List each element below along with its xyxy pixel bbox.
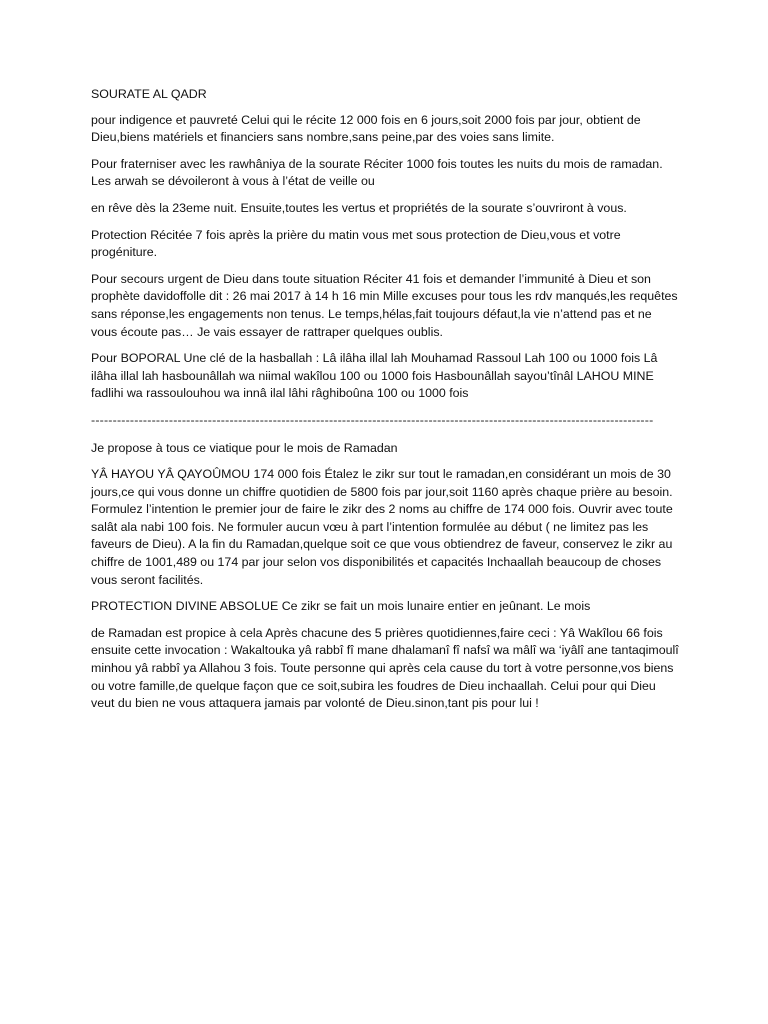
paragraph-ya-hayou: YÂ HAYOU YÂ QAYOÛMOU 174 000 fois Étalez le zikr sur tout le ramadan,en considérant un mois de 30 jours,ce qui vous donne un chiffre quotidien de 5800 fois par jour,soit 1160 après chaque prière au besoin. Formulez l’intention le premier jour de faire le zikr des 2 noms au chiffre de 174 000 fois. Ouvrir avec toute salât ala nabi 100 fois. Ne formuler aucun vœu à part l’intention formulée au début ( ne limitez pas les faveurs de Dieu). A la fin du Ramadan,quelque soit ce que vous obtiendrez de faveur, conservez le zikr au chiffre de 1001,489 ou 174 par jour selon vos disponibilités et capacités Inchaallah beaucoup de choses vous seront facilités.: [91, 467, 673, 587]
paragraph-boporal: Pour BOPORAL Une clé de la hasballah : Lâ ilâha illal lah Mouhamad Rassoul Lah 100 ou 1000 fois Lâ ilâha illal lah hasbounâllah wa niimal wakîlou 100 ou 1000 fois Hasbounâllah sayou’tînâl LAHOU MINE fadlihi wa rassoulouhou wa innâ ilal lâhi râghiboûna 100 ou 1000 fois: [91, 351, 658, 401]
document-title: SOURATE AL QADR: [91, 87, 207, 101]
document-page: [91, 86, 679, 722]
paragraph-indigence: pour indigence et pauvreté Celui qui le récite 12 000 fois en 6 jours,soit 2000 fois par jour, obtient de Dieu,biens matériels et financiers sans nombre,sans peine,par des voies sans limite.: [91, 112, 641, 145]
paragraph-reve: en rêve dès la 23eme nuit. Ensuite,toutes les vertus et propriétés de la sourate s’ouvriront à vous.: [91, 200, 627, 215]
paragraph-secours: Pour secours urgent de Dieu dans toute situation Réciter 41 fois et demander l’immunité à Dieu et son prophète davidoffolle dit : 26 mai 2017 à 14 h 16 min Mille excuses pour tous les rdv manqués,les requêtes sans réponse,les engagements non tenus. Le temps,hélas,fait toujours défaut,la vie n’attend pas et ne vous écoute pas… Je vais essayer de rattraper quelques oublis.: [91, 271, 678, 339]
paragraph-viatique: Je propose à tous ce viatique pour le mois de Ramadan: [91, 440, 398, 455]
paragraph-fraterniser: Pour fraterniser avec les rawhâniya de la sourate Réciter 1000 fois toutes les nuits du mois de ramadan. Les arwah se dévoileront à vous à l’état de veille ou: [91, 156, 663, 189]
paragraph-protection: Protection Récitée 7 fois après la prière du matin vous met sous protection de Dieu,vous et votre progéniture.: [91, 227, 621, 260]
dashed-separator: ----------------------------------------------------------------------------------------------------------------------------------: [91, 412, 654, 427]
paragraph-ramadan-invocation: de Ramadan est propice à cela Après chacune des 5 prières quotidiennes,faire ceci : Yâ Wakîlou 66 fois ensuite cette invocation : Wakaltouka yâ rabbî fî mane dhalamanî fî nafsî wa mâlî wa ‘iyâlî ane tantaqimoulî minhou yâ rabbî ya Allahou 3 fois. Toute personne qui après cela cause du tort à votre personne,vos biens ou votre famille,de quelque façon que ce soit,subira les foudres de Dieu inchaallah. Celui pour qui Dieu veut du bien ne vous attaquera jamais par volonté de Dieu.sinon,tant pis pour lui !: [91, 625, 679, 711]
paragraph-protection-divine: PROTECTION DIVINE ABSOLUE Ce zikr se fait un mois lunaire entier en jeûnant. Le mois: [91, 599, 591, 614]
